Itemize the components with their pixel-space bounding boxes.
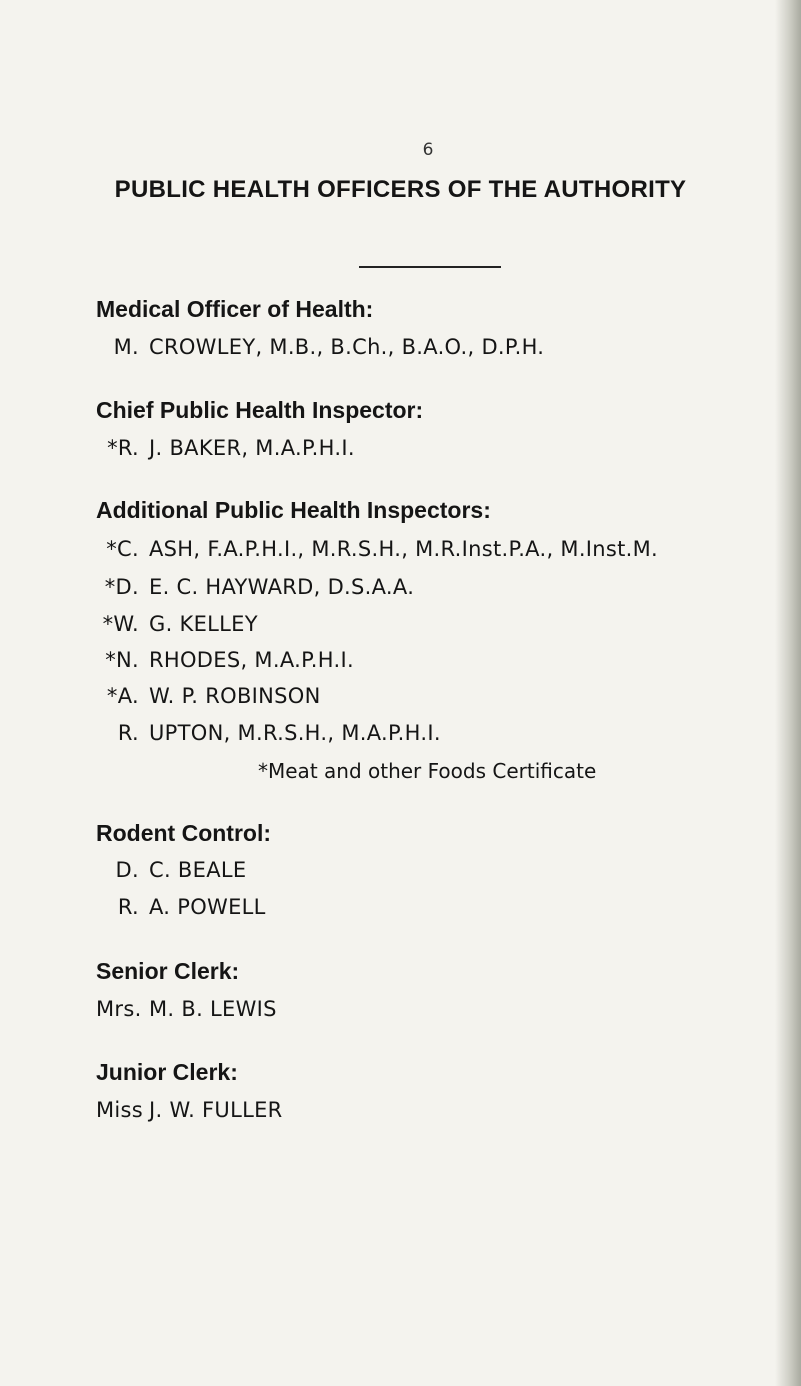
officer-entry	[96, 575, 414, 599]
entry-initial: *C.	[106, 537, 139, 561]
officer-entry	[96, 997, 277, 1021]
entry-initial: R.	[117, 895, 139, 919]
entry-name: W. P. ROBINSON	[149, 684, 321, 708]
officer-entry	[96, 335, 544, 359]
section-heading-rodent-control: Rodent Control:	[96, 820, 272, 846]
entry-name: A. POWELL	[149, 895, 266, 919]
entry-initial: *R.	[107, 436, 139, 460]
page-title: PUBLIC HEALTH OFFICERS OF THE AUTHORITY	[114, 176, 687, 203]
entry-initial: *A.	[106, 684, 139, 708]
entry-initial: *N.	[105, 648, 139, 672]
section-heading-medical-officer: Medical Officer of Health:	[96, 296, 374, 322]
officer-entry	[96, 1098, 283, 1122]
entry-name: UPTON, M.R.S.H., M.A.P.H.I.	[149, 721, 441, 745]
page-edge-shadow	[775, 0, 801, 1386]
entry-name: ASH, F.A.P.H.I., M.R.S.H., M.R.Inst.P.A., M.Inst.M.	[149, 537, 659, 561]
entry-name: J. BAKER, M.A.P.H.I.	[149, 436, 355, 460]
entry-name: RHODES, M.A.P.H.I.	[149, 648, 354, 672]
officer-entry	[96, 648, 354, 672]
officer-entry	[96, 721, 441, 745]
officer-entry	[96, 684, 321, 708]
officer-entry	[96, 612, 258, 636]
entry-initial: *D.	[104, 575, 139, 599]
page-number: 6	[422, 140, 434, 160]
entry-name: M. B. LEWIS	[149, 997, 277, 1021]
section-heading-senior-clerk: Senior Clerk:	[96, 958, 240, 984]
officer-entry	[96, 895, 266, 919]
officer-entry	[96, 537, 658, 561]
section-heading-additional-inspectors: Additional Public Health Inspectors:	[96, 497, 491, 523]
entry-initial: *W.	[102, 612, 139, 636]
title-divider	[359, 266, 501, 268]
entry-name: G. KELLEY	[149, 612, 258, 636]
entry-name: J. W. FULLER	[149, 1098, 283, 1122]
certificate-footnote: *Meat and other Foods Certificate	[258, 759, 597, 783]
entry-name: C. BEALE	[149, 858, 247, 882]
entry-title: Miss	[96, 1098, 144, 1122]
entry-initial: D.	[115, 858, 139, 882]
entry-title: Mrs.	[96, 997, 142, 1021]
officer-entry	[96, 436, 355, 460]
section-heading-junior-clerk: Junior Clerk:	[96, 1059, 238, 1085]
entry-initial: R.	[117, 721, 139, 745]
officer-entry	[96, 858, 246, 882]
entry-name: E. C. HAYWARD, D.S.A.A.	[149, 575, 415, 599]
section-heading-chief-inspector: Chief Public Health Inspector:	[96, 397, 424, 423]
entry-initial: M.	[113, 335, 139, 359]
entry-name: CROWLEY, M.B., B.Ch., B.A.O., D.P.H.	[149, 335, 545, 359]
